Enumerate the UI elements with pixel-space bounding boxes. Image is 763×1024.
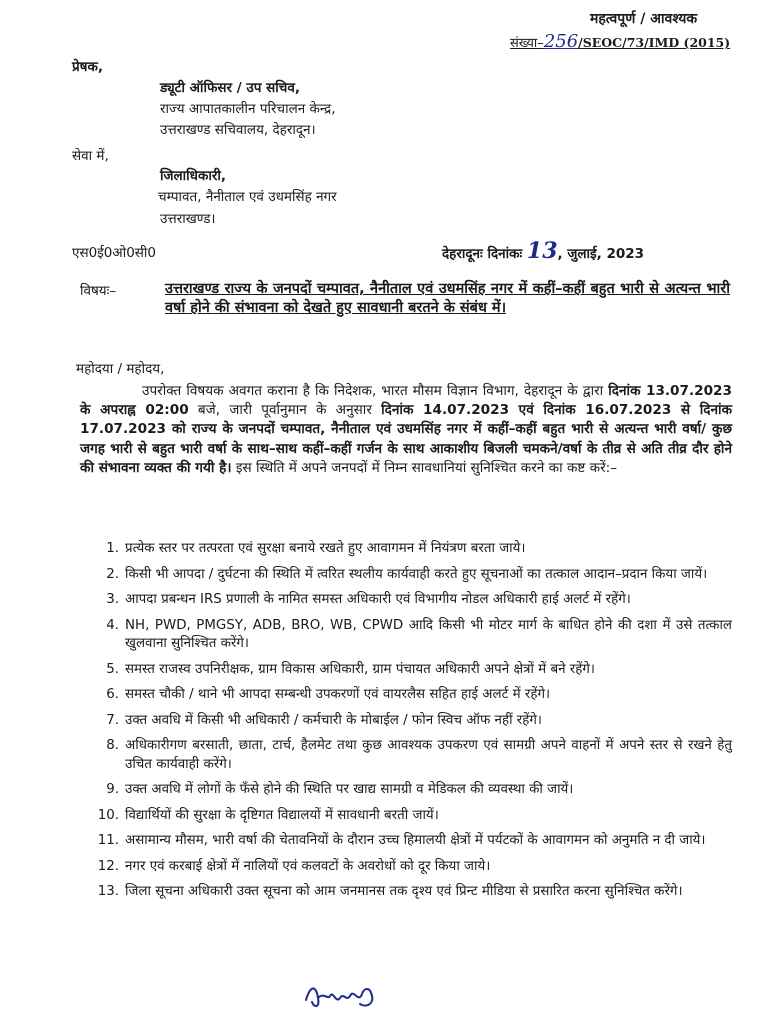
item-number: 1. <box>106 541 119 556</box>
item-text: प्रत्येक स्तर पर तत्परता एवं सुरक्षा बनाये रखते हुए आवागमन में नियंत्रण बरता जाये। <box>125 541 526 556</box>
list-item <box>92 712 732 731</box>
recipient-line-2: चम्पावत, नैनीताल एवं उधमसिंह नगर <box>158 189 337 205</box>
item-text: असामान्य मौसम, भारी वर्षा की चेतावनियों के दौरान उच्च हिमालयी क्षेत्रों में पर्यटकों के आवागमन को अनुमति न दी जाये। <box>125 833 706 848</box>
recipient-line-3: उत्तराखण्ड। <box>160 211 216 227</box>
reference-prefix: संख्या– <box>510 36 544 51</box>
body-text-5: इस स्थिति में अपने जनपदों में निम्न सावधानियां सुनिश्चित करने का कष्ट करें:– <box>235 459 618 476</box>
list-item <box>92 617 732 654</box>
letter-date <box>442 238 645 264</box>
item-text: किसी भी आपदा / दुर्घटना की स्थिति में त्वरित स्थलीय कार्यवाही करते हुए सूचनाओं का तत्काल आदान–प्रदान किया जायें। <box>125 566 708 582</box>
recipient-line-1: जिलाधिकारी, <box>160 168 226 184</box>
item-text: समस्त राजस्व उपनिरीक्षक, ग्राम विकास अधिकारी, ग्राम पंचायत अधिकारी अपने क्षेत्रों में बने रहेंगे। <box>125 661 595 677</box>
list-item <box>92 661 732 680</box>
list-item <box>92 832 732 851</box>
date-day-handwritten: 13 <box>526 238 558 264</box>
subject-label: विषयः– <box>80 283 117 299</box>
item-number: 6. <box>106 687 119 702</box>
priority-label: महत्वपूर्ण / आवश्यक <box>590 11 698 27</box>
item-text: अधिकारीगण बरसाती, छाता, टार्च, हैलमेट तथा कुछ आवश्यक उपकरण एवं सामग्री अपने वाहनों में अपने स्तर से रखने हेतु उचित कार्यवाही करेंगे। <box>125 738 732 772</box>
body-text-3: बजे, जारी पूर्वानुमान के अनुसार <box>197 402 372 419</box>
sender-label: प्रेषक, <box>72 59 103 75</box>
sender-line-3: उत्तराखण्ड सचिवालय, देहरादून। <box>160 122 316 138</box>
item-number: 7. <box>106 712 119 728</box>
list-item <box>92 566 732 585</box>
item-number: 3. <box>106 592 119 607</box>
item-text: NH, PWD, PMGSY, ADB, BRO, WB, CPWD आदि किसी भी मोटर मार्ग के बाधित होने की दशा में उसे तत्काल खुलवाना सुनिश्चित करेंगे। <box>125 617 732 651</box>
item-number: 9. <box>106 782 119 797</box>
list-item <box>92 591 732 610</box>
item-text: आपदा प्रबन्धन IRS प्रणाली के नामित समस्त अधिकारी एवं विभागीय नोडल अधिकारी हाई अलर्ट में रहेंगे। <box>125 592 631 607</box>
item-text: जिला सूचना अधिकारी उक्त सूचना को आम जनमानस तक दृश्य एवं प्रिन्ट मीडिया से प्रसारित करना सुनिश्चित करेंगे। <box>125 884 683 899</box>
list-item <box>92 781 732 800</box>
signature <box>300 978 380 1018</box>
instructions-list <box>92 540 732 909</box>
body-text-1: उपरोक्त विषयक अवगत कराना है कि निदेशक, भारत मौसम विज्ञान विभाग, देहरादून के द्वारा <box>142 383 604 399</box>
item-text: विद्यार्थियों की सुरक्षा के दृष्टिगत विद्यालयों में सावधानी बरती जायें। <box>125 807 439 823</box>
reference-number <box>510 31 730 52</box>
item-text: उक्त अवधि में किसी भी अधिकारी / कर्मचारी के मोबाईल / फोन स्विच ऑफ नहीं रहेंगे। <box>125 712 543 728</box>
item-number: 10. <box>97 807 119 823</box>
list-item <box>92 858 732 877</box>
body-text-2: दिनांक 13.07.2023 के अपराह्न 02:00 <box>80 383 732 419</box>
reference-handwritten-number: 256 <box>543 31 579 52</box>
list-item <box>92 807 732 826</box>
sender-line-2: राज्य आपातकालीन परिचालन केन्द्र, <box>160 101 336 117</box>
body-paragraph <box>80 382 732 478</box>
list-item <box>92 540 732 559</box>
salutation: महोदया / महोदय, <box>76 361 165 377</box>
body-text-4: दिनांक 14.07.2023 एवं दिनांक 16.07.2023 से दिनांक 17.07.2023 को राज्य के जनपदों चम्पावत, नैनीताल एवं उधमसिंह नगर में कहीं–कहीं बहुत भारी से अत्यन्त भारी वर्षा/ कुछ जगह भारी से बहुत भारी वर्षा के साथ–साथ कहीं–कहीं गर्जन के साथ आकाशीय बिजली चमकने/वर्षा के तीव्र से अति तीव्र दौर होने की संभावना व्यक्त की गयी है। <box>80 402 733 476</box>
item-text: समस्त चौकी / थाने भी आपदा सम्बन्धी उपकरणों एवं वायरलैस सहित हाई अलर्ट में रहेंगे। <box>125 687 551 702</box>
item-number: 5. <box>106 661 119 677</box>
sender-line-1: ड्यूटी ऑफिसर / उप सचिव, <box>160 80 300 96</box>
item-number: 11. <box>97 833 119 848</box>
item-number: 2. <box>106 566 119 582</box>
item-number: 13. <box>97 884 119 899</box>
item-number: 12. <box>97 858 119 874</box>
date-rest: , जुलाई, 2023 <box>557 246 645 262</box>
list-item <box>92 883 732 902</box>
reference-suffix: /SEOC/73/IMD (2015) <box>578 35 731 50</box>
subject-text: उत्तराखण्ड राज्य के जनपदों चम्पावत, नैनीताल एवं उधमसिंह नगर में कहीं–कहीं बहुत भारी से अत्यन्त भारी वर्षा होने की संभावना को देखते हुए सावधानी बरतने के संबंध में। <box>165 281 730 316</box>
list-item <box>92 737 732 774</box>
date-prefix: देहरादूनः दिनांकः <box>442 246 523 262</box>
item-number: 4. <box>106 617 119 633</box>
list-item <box>92 686 732 705</box>
item-text: उक्त अवधि में लोगों के फँसे होने की स्थिति पर खाद्य सामग्री व मेडिकल की व्यवस्था की जायें। <box>125 782 574 797</box>
item-text: नगर एवं करबाई क्षेत्रों में नालियों एवं कलवटों के अवरोधों को दूर किया जाये। <box>125 858 491 874</box>
recipient-label: सेवा में, <box>72 148 109 164</box>
office-code: एस0ई0ओ0सी0 <box>72 245 157 261</box>
item-number: 8. <box>106 738 119 753</box>
